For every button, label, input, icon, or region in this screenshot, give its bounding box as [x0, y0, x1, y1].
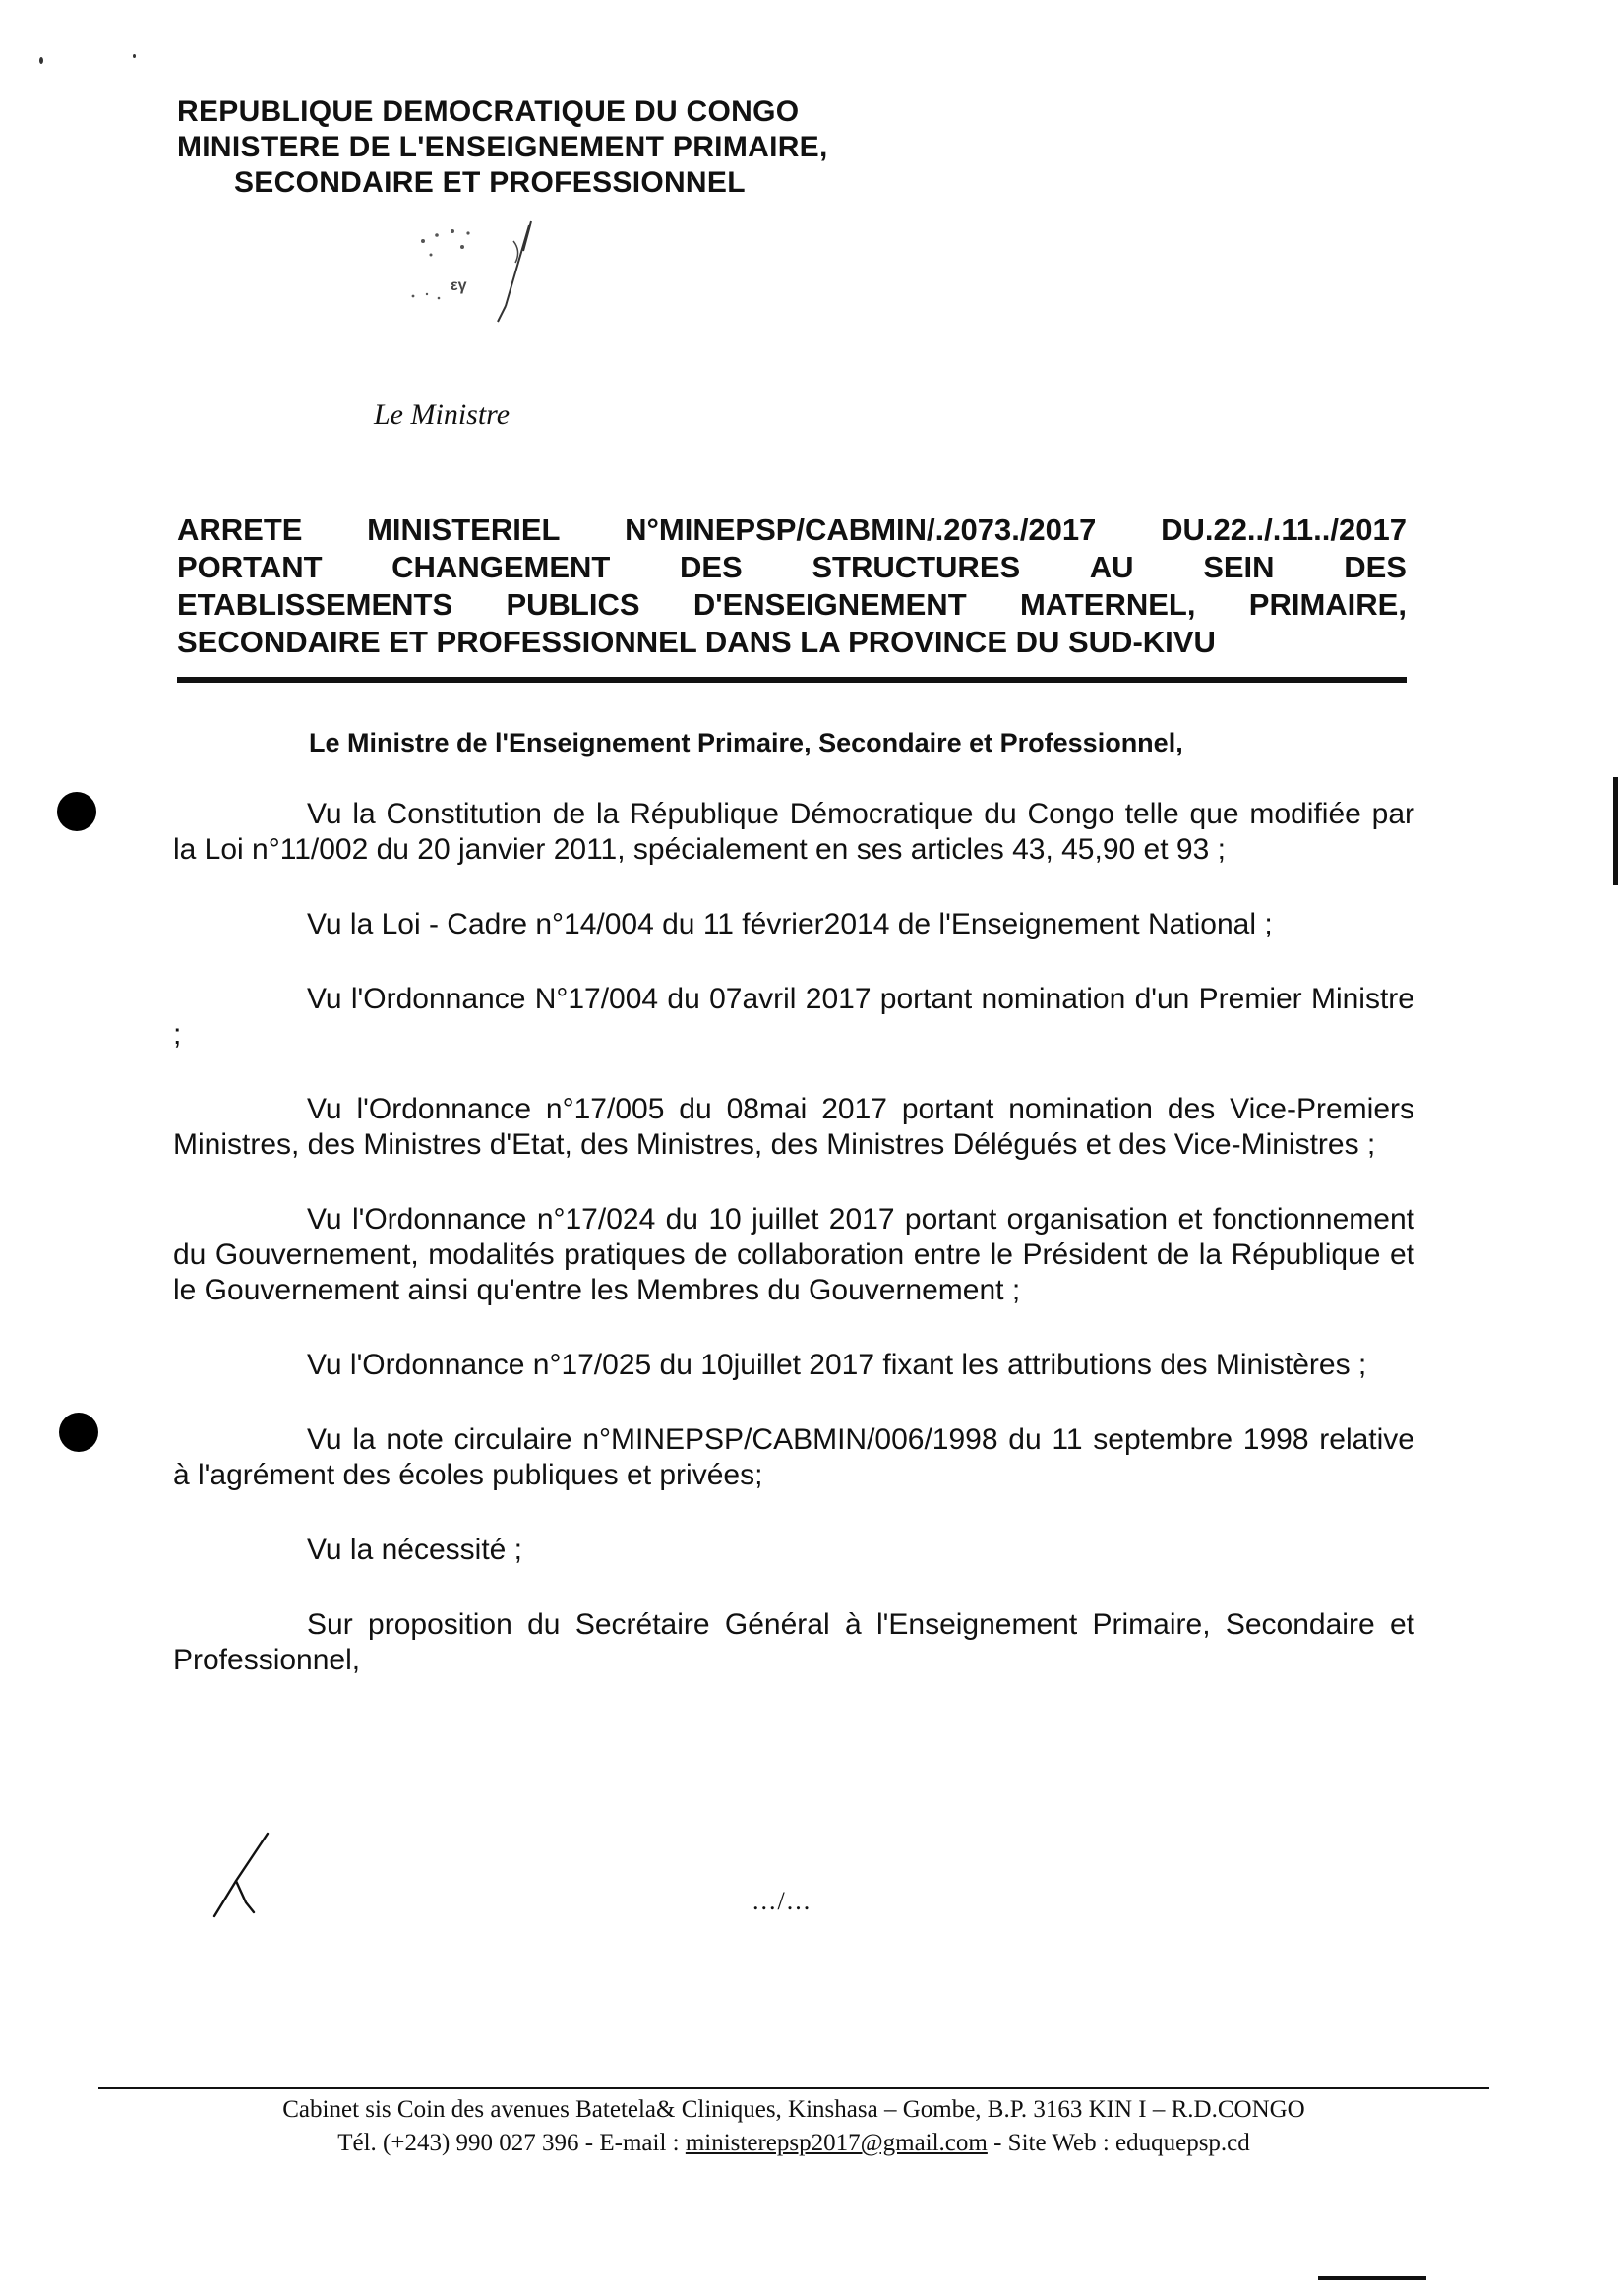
scan-speck: [133, 54, 136, 58]
title-word: AU: [1089, 550, 1134, 584]
title-word: ETABLISSEMENTS: [177, 587, 453, 622]
title-word: STRUCTURES: [812, 550, 1021, 584]
title-word: D'ENSEIGNEMENT: [692, 587, 967, 622]
decree-title: [177, 512, 1407, 661]
letterhead-ministry-cont: SECONDAIRE ET PROFESSIONNEL: [234, 166, 746, 199]
minister-signature-label: Le Ministre: [374, 398, 511, 431]
margin-scan-line: [1613, 777, 1618, 885]
letterhead-country: REPUBLIQUE DEMOCRATIQUE DU CONGO: [177, 95, 800, 128]
scan-edge-mark: [1318, 2276, 1426, 2280]
preamble-paragraph: Vu l'Ordonnance N°17/004 du 07avril 2017 portant nomination d'un Premier Ministre ;: [173, 983, 1414, 1051]
preamble-paragraph: Vu l'Ordonnance n°17/025 du 10juillet 2017 fixant les attributions des Ministères ;: [307, 1349, 1367, 1381]
decree-title-line-3: [177, 586, 1407, 624]
preamble-paragraph: Vu la Constitution de la République Démocratique du Congo telle que modifiée par la Loi n°11/002 du 20 janvier 2011, spécialement en ses articles 43, 45,90 et 93 ;: [173, 798, 1414, 866]
punch-hole-mark: [57, 792, 96, 831]
preamble-paragraph: Sur proposition du Secrétaire Général à l'Enseignement Primaire, Secondaire et Professionnel,: [173, 1608, 1414, 1676]
footer: [98, 2093, 1489, 2160]
footer-email-link[interactable]: ministerepsp2017@gmail.com: [685, 2130, 988, 2156]
footer-telephone: Tél. (+243) 990 027 396 -: [337, 2130, 594, 2156]
footer-address: Cabinet sis Coin des avenues Batetela& Cliniques, Kinshasa – Gombe, B.P. 3163 KIN I – R.D.CONGO: [282, 2096, 1305, 2123]
svg-text:εγ: εγ: [451, 277, 467, 294]
title-word: SEIN: [1203, 550, 1275, 584]
punch-hole-mark: [59, 1413, 98, 1452]
decree-title-line-1: [177, 512, 1407, 549]
letterhead: [177, 94, 828, 201]
title-word: MATERNEL,: [1019, 587, 1196, 622]
letterhead-ministry: MINISTERE DE L'ENSEIGNEMENT PRIMAIRE,: [177, 131, 828, 163]
preamble-paragraph: Vu la Loi - Cadre n°14/004 du 11 février2014 de l'Enseignement National ;: [307, 908, 1273, 940]
title-word: MINISTERIEL: [367, 513, 561, 547]
handwritten-initials: [207, 1830, 275, 1918]
faint-seal-mark: [403, 211, 551, 339]
title-word: ARRETE: [177, 513, 303, 547]
title-word: PUBLICS: [506, 587, 640, 622]
title-underline: [177, 677, 1407, 683]
decree-title-line-2: [177, 549, 1407, 586]
title-word: DES: [679, 550, 743, 584]
preamble-intro: Le Ministre de l'Enseignement Primaire, Secondaire et Professionnel,: [309, 728, 1183, 757]
preamble-paragraph: Vu l'Ordonnance n°17/024 du 10 juillet 2017 portant organisation et fonctionnement du Gouvernement, modalités pratiques de collaboration entre le Président de la République et le Gouvernement ainsi qu'entre les Membres du Gouvernement ;: [173, 1203, 1414, 1306]
scan-speck: [39, 57, 43, 64]
decree-title-line-4: SECONDAIRE ET PROFESSIONNEL DANS LA PROVINCE DU SUD-KIVU: [177, 625, 1216, 659]
title-word: CHANGEMENT: [391, 550, 611, 584]
page-continuation-mark: .../...: [752, 1887, 812, 1915]
decree-number: N°MINEPSP/CABMIN/.2073./2017: [625, 513, 1097, 547]
title-word: PRIMAIRE,: [1248, 587, 1407, 622]
footer-website: - Site Web : eduquepsp.cd: [993, 2130, 1250, 2156]
preamble-paragraph: Vu la nécessité ;: [307, 1534, 523, 1566]
footer-email-label: E-mail :: [599, 2130, 680, 2156]
footer-contacts: [98, 2127, 1489, 2160]
decree-date: DU.22../.11../2017: [1161, 513, 1407, 547]
title-word: PORTANT: [177, 550, 323, 584]
preamble-paragraph: Vu la note circulaire n°MINEPSP/CABMIN/006/1998 du 11 septembre 1998 relative à l'agrément des écoles publiques et privées;: [173, 1423, 1414, 1491]
title-word: DES: [1344, 550, 1407, 584]
decree-preamble: [173, 797, 1414, 1678]
preamble-paragraph: Vu l'Ordonnance n°17/005 du 08mai 2017 portant nomination des Vice-Premiers Ministres, des Ministres d'Etat, des Ministres, des Ministres Délégués et des Vice-Ministres ;: [173, 1093, 1414, 1161]
footer-rule: [98, 2087, 1489, 2089]
